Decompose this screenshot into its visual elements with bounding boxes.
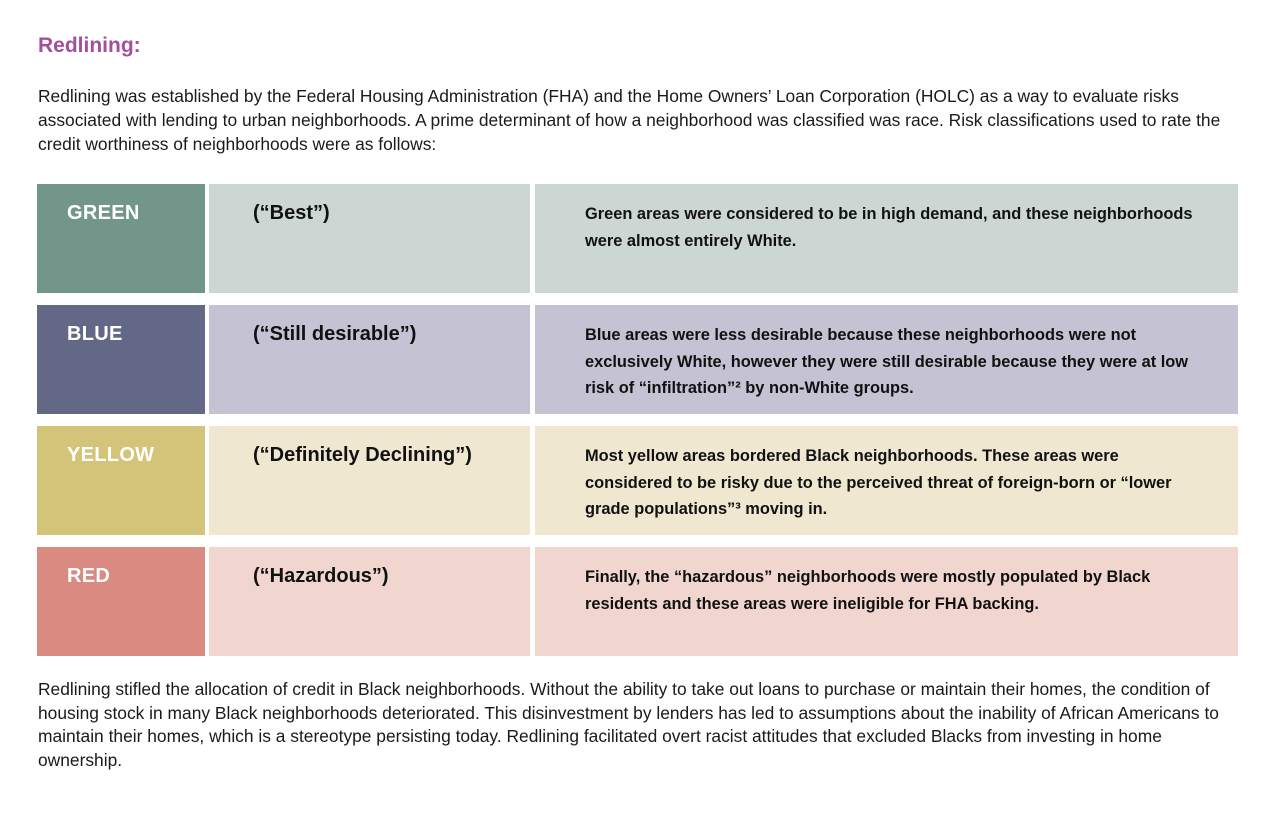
label-cell: (“Still desirable”): [209, 305, 530, 414]
intro-paragraph: Redlining was established by the Federal Housing Administration (FHA) and the Home Owners’ Loan Corporation (HOLC) as a way to evaluate risks associated with lending to urban neighborhoods. A prime determinant of how a neighborhood was classified was race. Risk classifications used to rate the credit worthiness of neighborhoods were as follows:: [38, 86, 1221, 154]
description-cell: Green areas were considered to be in high demand, and these neighborhoods were almost entirely White.: [535, 184, 1238, 293]
label-cell: (“Definitely Declining”): [209, 426, 530, 535]
color-name-cell: BLUE: [37, 305, 205, 414]
description-cell: Finally, the “hazardous” neighborhoods were mostly populated by Black residents and these areas were ineligible for FHA backing.: [535, 547, 1238, 656]
risk-classification-table: [37, 184, 1238, 656]
classification-row-red: [37, 547, 1238, 656]
page-title: Redlining:: [38, 34, 141, 57]
label-cell: (“Hazardous”): [209, 547, 530, 656]
classification-row-blue: [37, 305, 1238, 414]
color-name-cell: RED: [37, 547, 205, 656]
label-cell: (“Best”): [209, 184, 530, 293]
color-name-cell: YELLOW: [37, 426, 205, 535]
description-cell: Blue areas were less desirable because these neighborhoods were not exclusively White, however they were still desirable because they were at low risk of “infiltration”² by non-White groups.: [535, 305, 1238, 414]
classification-row-green: [37, 184, 1238, 293]
description-cell: Most yellow areas bordered Black neighborhoods. These areas were considered to be risky due to the perceived threat of foreign-born or “lower grade populations”³ moving in.: [535, 426, 1238, 535]
outro-paragraph: Redlining stifled the allocation of credit in Black neighborhoods. Without the ability to take out loans to purchase or maintain their homes, the condition of housing stock in many Black neighborhoods deteriorated. This disinvestment by lenders has led to assumptions about the inability of African Americans to maintain their homes, which is a stereotype persisting today. Redlining facilitated overt racist attitudes that excluded Blacks from investing in home ownership.: [38, 679, 1219, 770]
classification-row-yellow: [37, 426, 1238, 535]
color-name-cell: GREEN: [37, 184, 205, 293]
